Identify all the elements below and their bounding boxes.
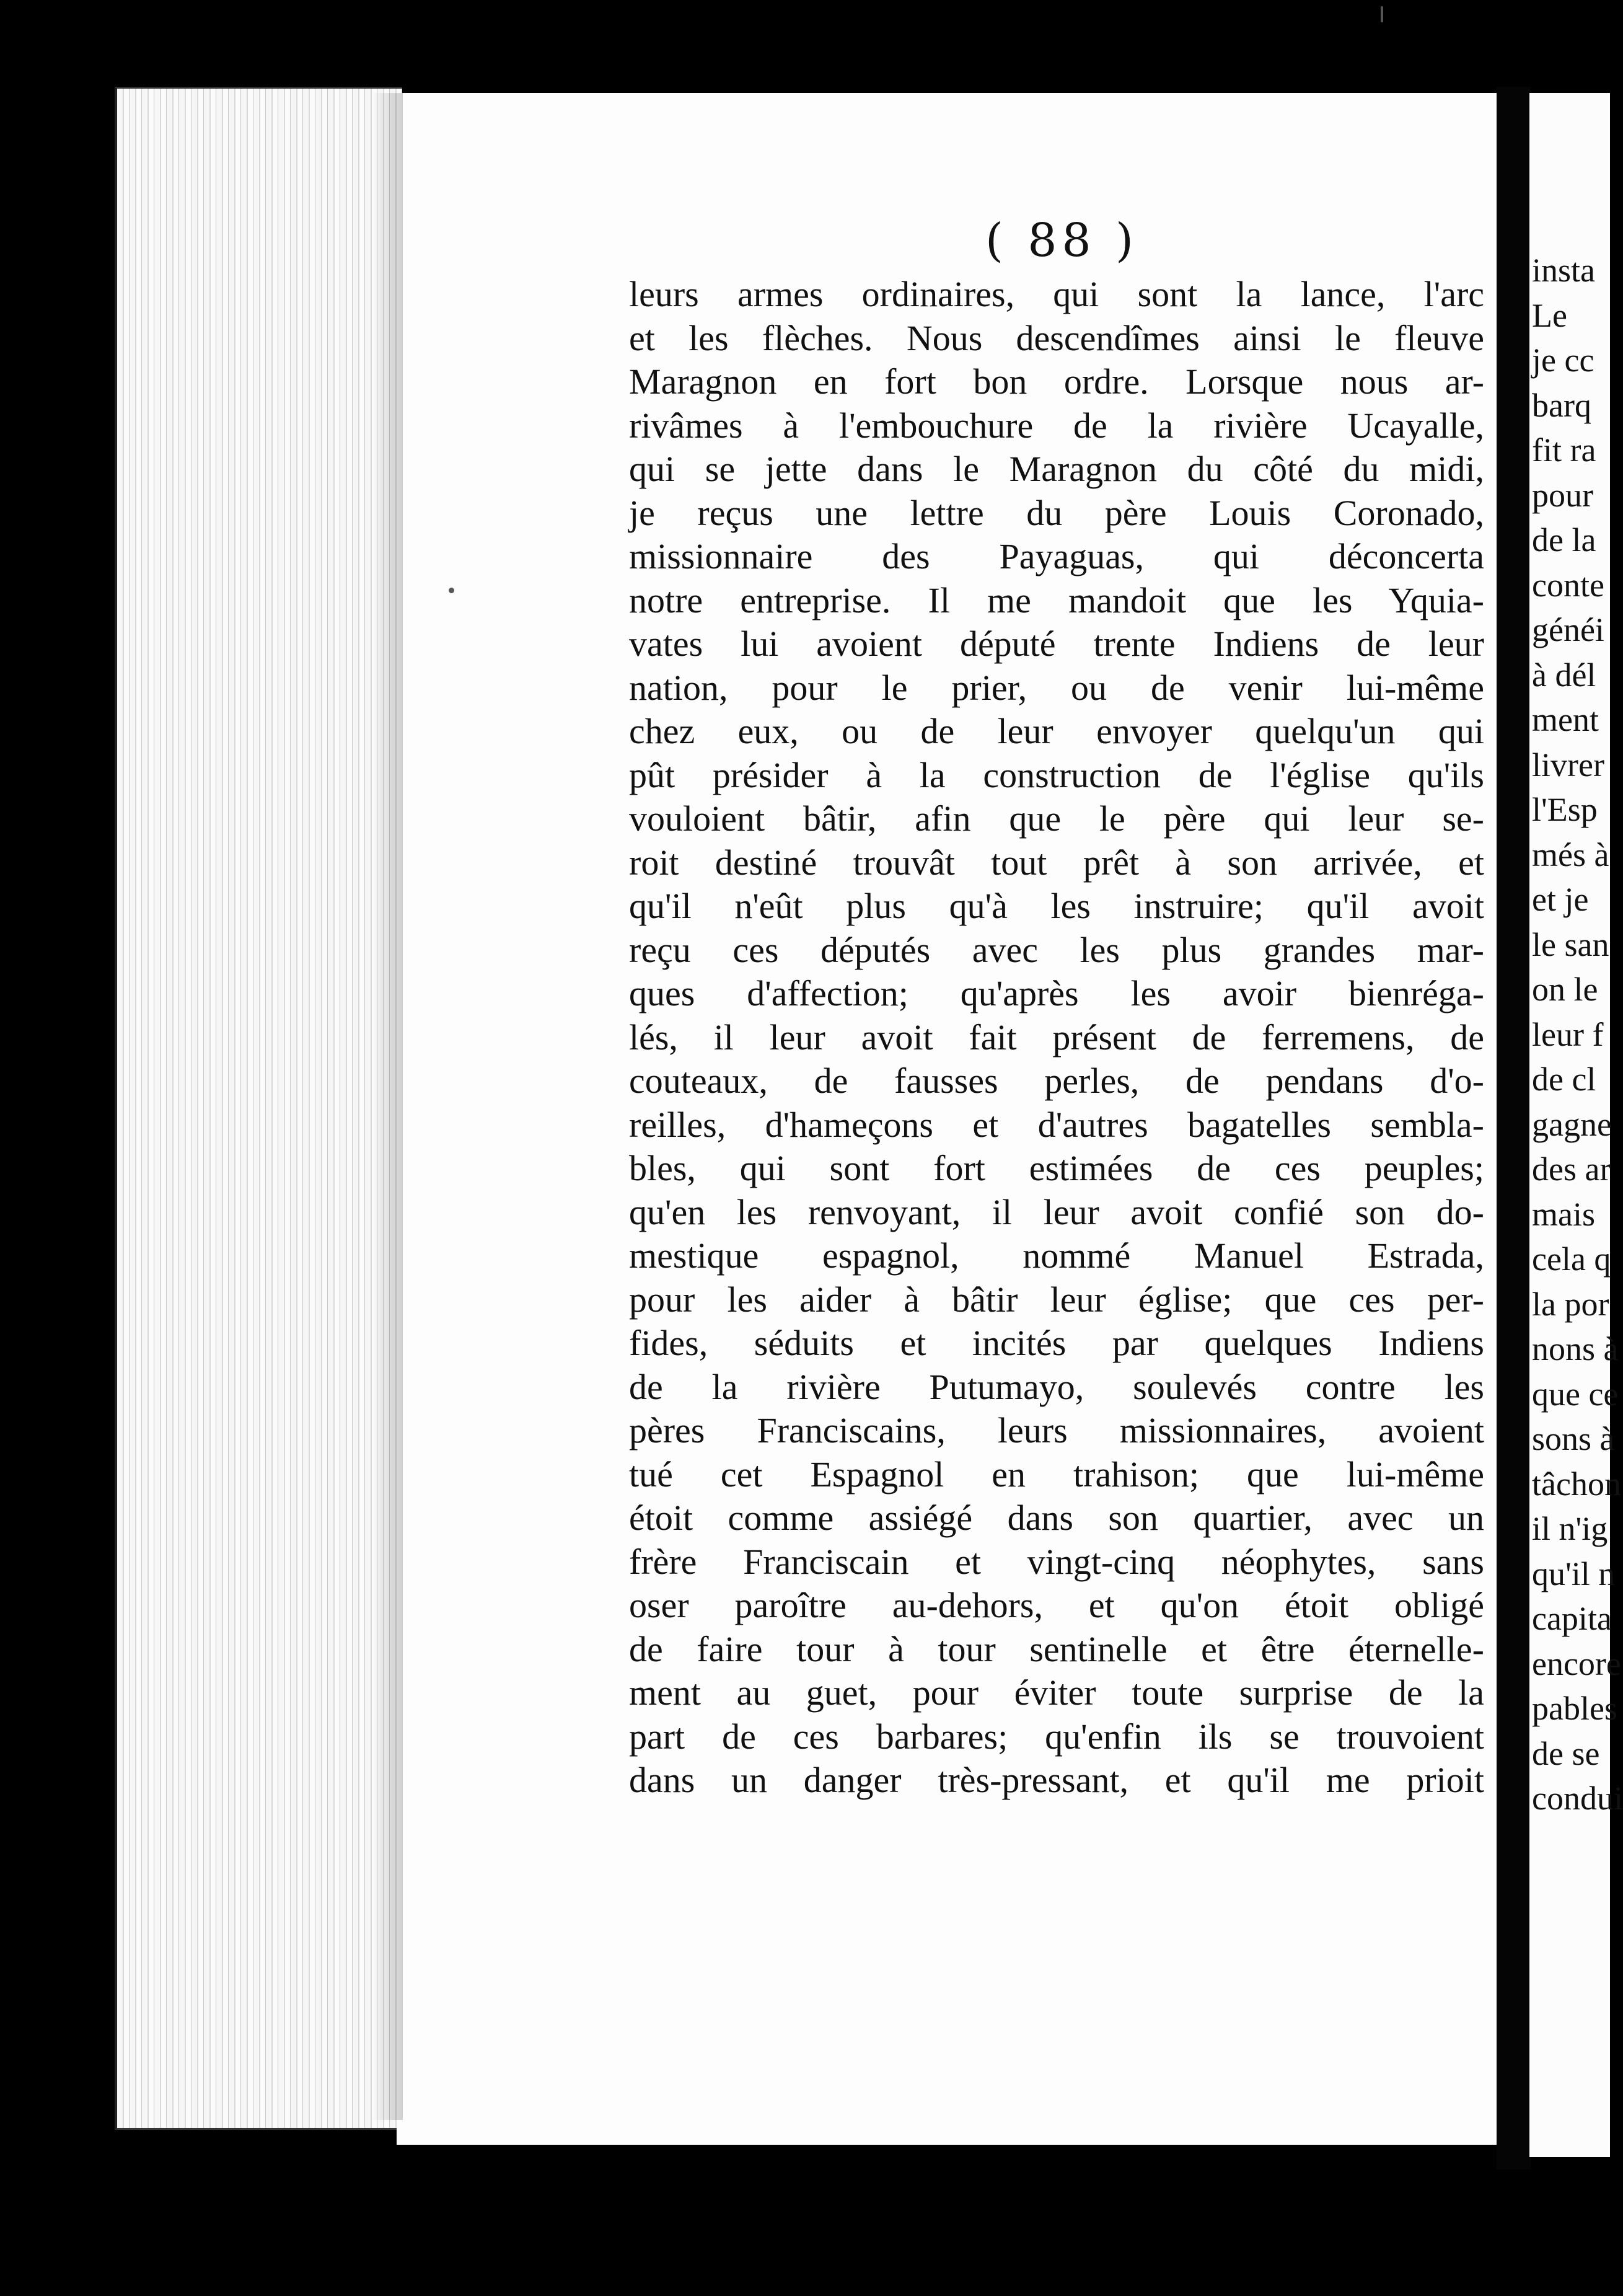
text-line: qui se jette dans le Maragnon du côté du midi, bbox=[629, 449, 1484, 489]
stacked-page-edges bbox=[115, 87, 402, 2130]
text-line: de la rivière Putumayo, soulevés contre les bbox=[629, 1366, 1484, 1407]
text-line: pût présider à la construction de l'église qu'ils bbox=[629, 754, 1484, 795]
facing-text-line: on le bbox=[1532, 971, 1598, 1008]
facing-text-line: l'Esp bbox=[1532, 791, 1598, 828]
facing-text-line: encore bbox=[1532, 1645, 1621, 1682]
book-gutter bbox=[1497, 87, 1531, 2170]
text-line: roit destiné trouvât tout prêt à son arrivée, et bbox=[629, 842, 1484, 883]
text-line: pour les aider à bâtir leur église; que ces per- bbox=[629, 1279, 1484, 1320]
text-line: leurs armes ordinaires, qui sont la lance, l'arc bbox=[629, 274, 1484, 314]
facing-text-line: généi bbox=[1532, 611, 1604, 648]
text-line: fides, séduits et incités par quelques Indiens bbox=[629, 1323, 1484, 1363]
page-edge-shadow bbox=[372, 93, 403, 2120]
facing-text-line: conte bbox=[1532, 566, 1604, 604]
facing-text-line: et je bbox=[1532, 881, 1589, 918]
text-line: qu'en les renvoyant, il leur avoit confié son do- bbox=[629, 1191, 1484, 1232]
facing-text-line: cela q bbox=[1532, 1240, 1611, 1278]
facing-text-line: condui bbox=[1532, 1780, 1623, 1817]
text-line: étoit comme assiégé dans son quartier, avec un bbox=[629, 1498, 1484, 1538]
facing-page-text bbox=[1532, 248, 1623, 1821]
text-line: je reçus une lettre du père Louis Coronado, bbox=[629, 492, 1484, 533]
facing-text-line: le san bbox=[1532, 925, 1609, 963]
facing-text-line: livrer bbox=[1532, 746, 1604, 784]
text-line: couteaux, de fausses perles, de pendans d'o- bbox=[629, 1061, 1484, 1101]
facing-text-line: leur f bbox=[1532, 1015, 1604, 1053]
text-line: et les flèches. Nous descendîmes ainsi le fleuve bbox=[629, 317, 1484, 358]
text-line: chez eux, ou de leur envoyer quelqu'un qui bbox=[629, 711, 1484, 751]
page-body-text bbox=[629, 273, 1484, 1803]
text-line: reçu ces députés avec les plus grandes mar- bbox=[629, 929, 1484, 970]
facing-text-line: que ce bbox=[1532, 1375, 1619, 1413]
text-line: missionnaire des Payaguas, qui déconcerta bbox=[629, 536, 1484, 576]
text-line: dans un danger très-pressant, et qu'il me prioit bbox=[629, 1760, 1484, 1800]
scan-background-top bbox=[0, 0, 1610, 93]
facing-text-line: més à bbox=[1532, 836, 1609, 873]
page-number: ( 88 ) bbox=[985, 214, 1138, 267]
facing-text-line: gagne bbox=[1532, 1105, 1612, 1143]
ink-speck bbox=[449, 588, 454, 593]
text-line: notre entreprise. Il me mandoit que les Yquia- bbox=[629, 580, 1484, 620]
text-line: tué cet Espagnol en trahison; que lui-même bbox=[629, 1454, 1484, 1495]
facing-text-line: tâchon bbox=[1532, 1465, 1621, 1503]
facing-text-line: des ar bbox=[1532, 1150, 1611, 1188]
text-line: nation, pour le prier, ou de venir lui-même bbox=[629, 667, 1484, 708]
text-line: de faire tour à tour sentinelle et être éternelle- bbox=[629, 1628, 1484, 1669]
facing-text-line: nons à bbox=[1532, 1330, 1619, 1367]
text-line: mestique espagnol, nommé Manuel Estrada, bbox=[629, 1235, 1484, 1276]
facing-text-line: de cl bbox=[1532, 1061, 1596, 1098]
facing-text-line: je cc bbox=[1532, 342, 1594, 379]
facing-text-line: pour bbox=[1532, 476, 1593, 514]
facing-text-line: insta bbox=[1532, 252, 1595, 289]
text-line: Maragnon en fort bon ordre. Lorsque nous ar- bbox=[629, 361, 1484, 402]
facing-text-line: fit ra bbox=[1532, 431, 1596, 469]
text-line: part de ces barbares; qu'enfin ils se trouvoient bbox=[629, 1716, 1484, 1757]
facing-text-line: Le bbox=[1532, 296, 1567, 334]
text-line: pères Franciscains, leurs missionnaires, avoient bbox=[629, 1410, 1484, 1450]
facing-text-line: mais bbox=[1532, 1195, 1595, 1233]
ink-speck bbox=[1381, 6, 1383, 22]
facing-text-line: pables bbox=[1532, 1690, 1617, 1727]
facing-text-line: à dél bbox=[1532, 656, 1596, 694]
facing-text-line: de la bbox=[1532, 521, 1596, 559]
facing-text-line: la por bbox=[1532, 1285, 1609, 1323]
text-line: vates lui avoient député trente Indiens de leur bbox=[629, 624, 1484, 664]
text-line: frère Franciscain et vingt-cinq néophytes, sans bbox=[629, 1541, 1484, 1582]
text-line: ques d'affection; qu'après les avoir bienréga- bbox=[629, 973, 1484, 1013]
facing-text-line: qu'il n bbox=[1532, 1555, 1616, 1592]
text-line: lés, il leur avoit fait présent de ferremens, de bbox=[629, 1017, 1484, 1057]
facing-text-line: de se bbox=[1532, 1734, 1600, 1772]
facing-text-line: il n'ig bbox=[1532, 1510, 1608, 1547]
facing-text-line: barq bbox=[1532, 386, 1591, 424]
text-line: rivâmes à l'embouchure de la rivière Ucayalle, bbox=[629, 405, 1484, 446]
facing-text-line: ment bbox=[1532, 701, 1599, 738]
facing-text-line: sons à bbox=[1532, 1420, 1615, 1457]
text-line: bles, qui sont fort estimées de ces peuples; bbox=[629, 1148, 1484, 1188]
text-line: oser paroître au-dehors, et qu'on étoit obligé bbox=[629, 1585, 1484, 1625]
text-line: reilles, d'hameçons et d'autres bagatelles sembla- bbox=[629, 1104, 1484, 1145]
facing-text-line: capita bbox=[1532, 1600, 1612, 1637]
text-line: qu'il n'eût plus qu'à les instruire; qu'il avoit bbox=[629, 886, 1484, 926]
scan-background-bottom bbox=[0, 2188, 1610, 2296]
text-line: vouloient bâtir, afin que le père qui leur se- bbox=[629, 798, 1484, 839]
text-line: ment au guet, pour éviter toute surprise de la bbox=[629, 1672, 1484, 1713]
